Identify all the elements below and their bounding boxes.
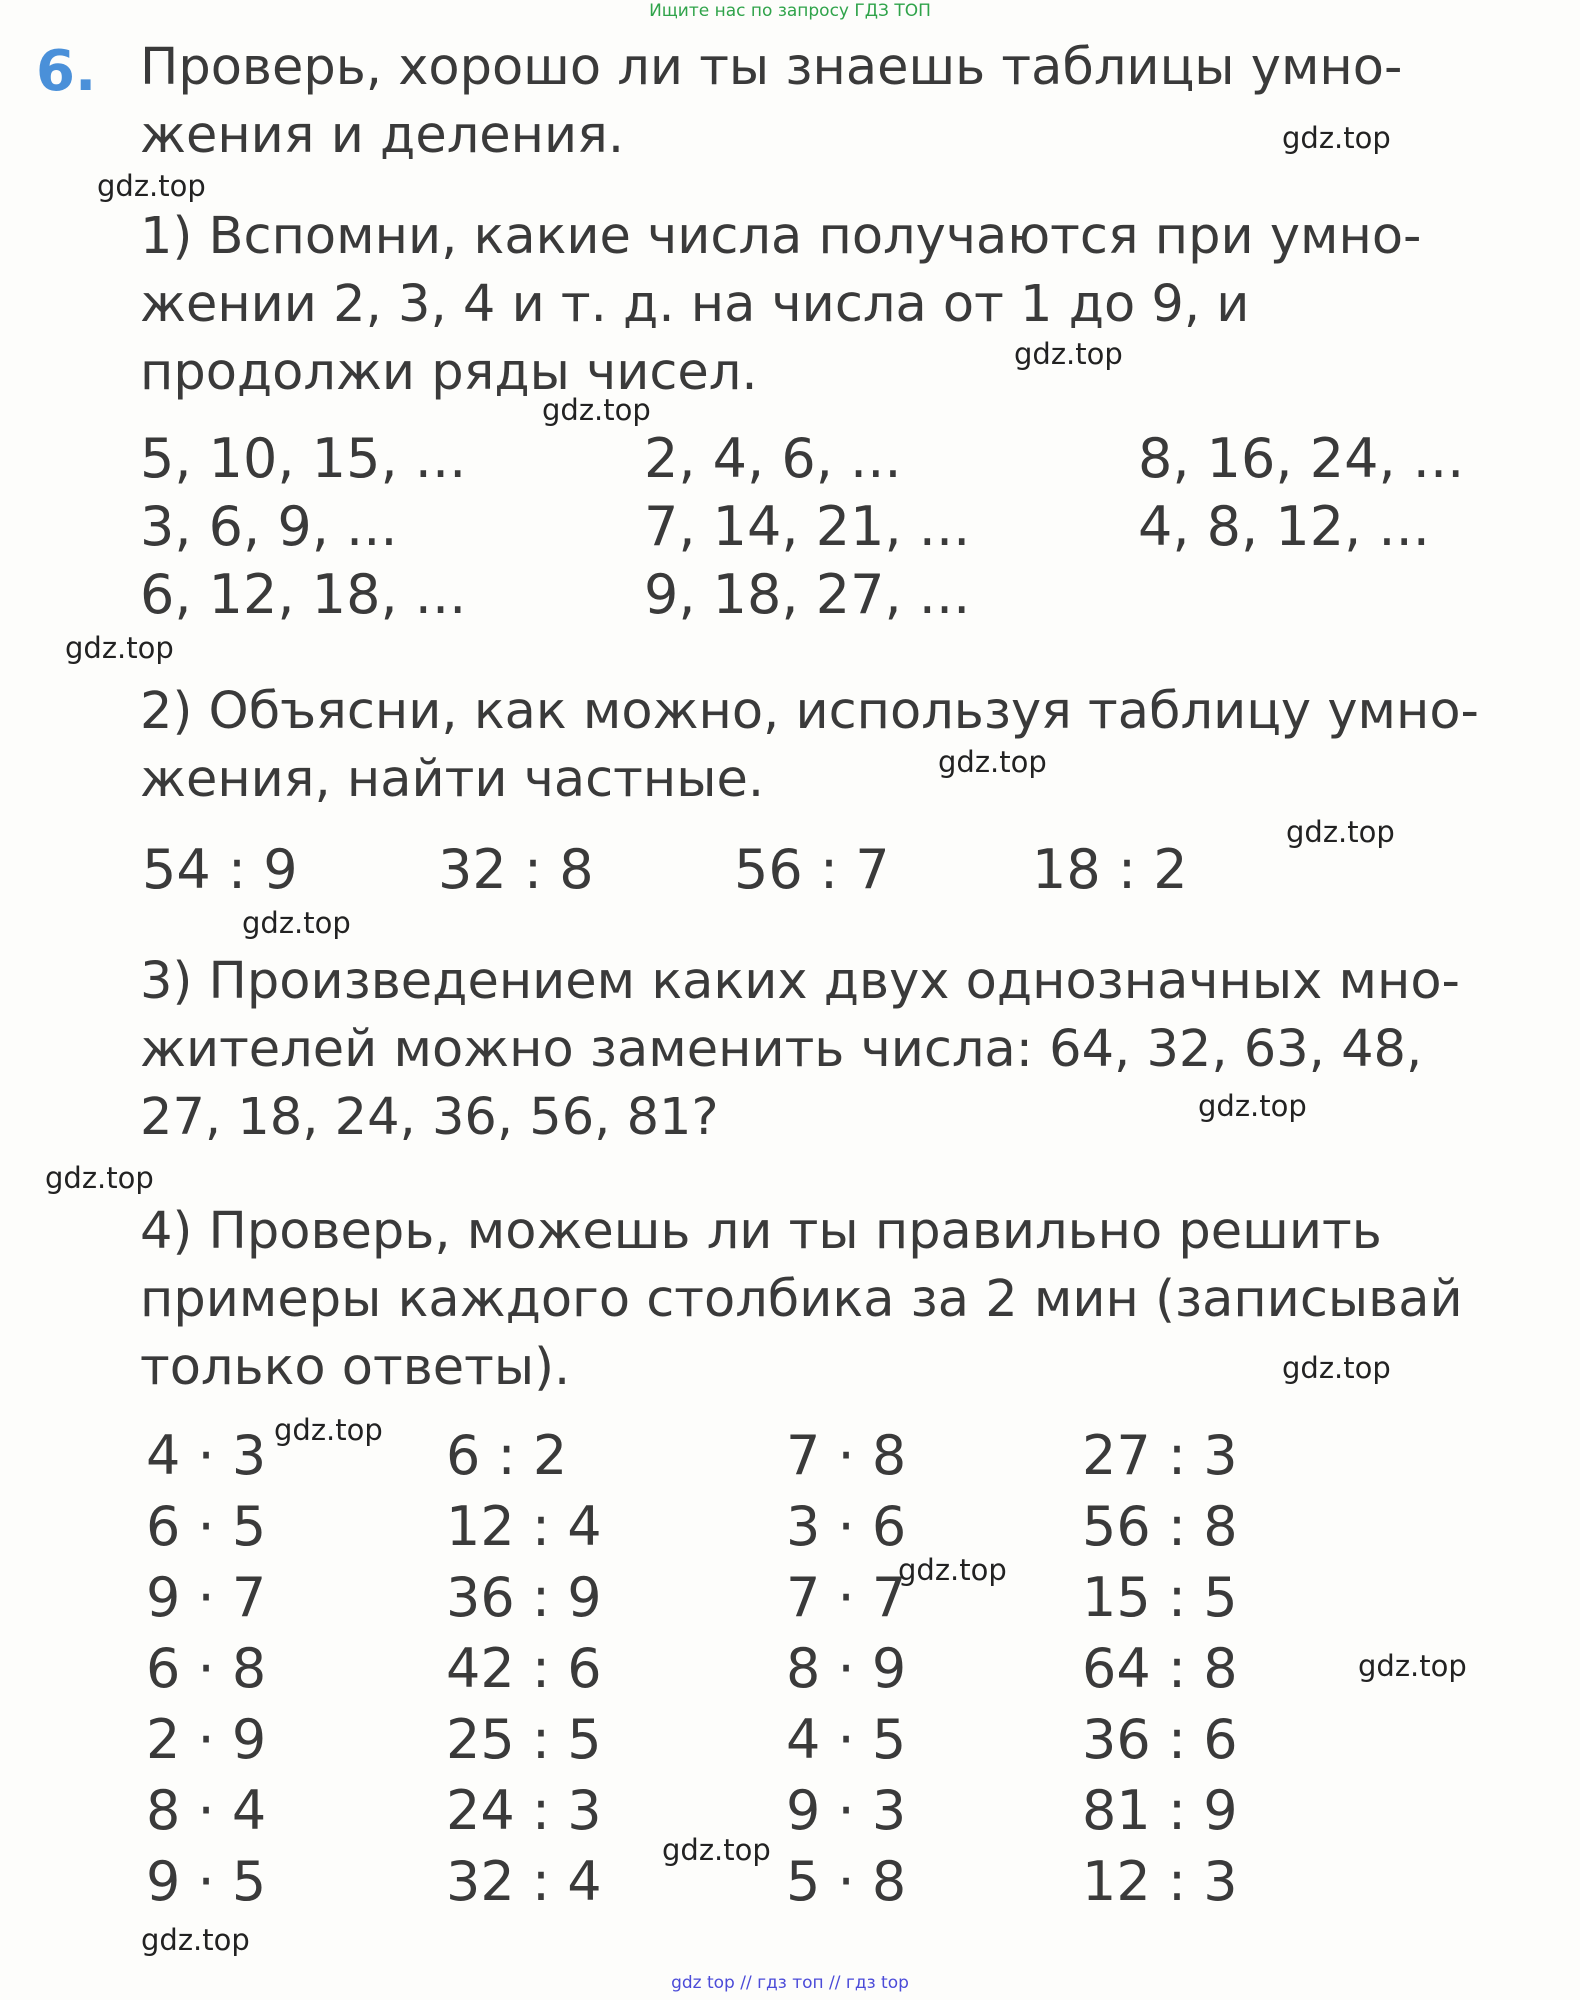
part1-text: [140, 203, 1520, 407]
exercise: 32 : 4: [446, 1850, 602, 1913]
division-expression: 56 : 7: [734, 838, 890, 901]
watermark: gdz.top: [1358, 1649, 1467, 1683]
watermark: gdz.top: [242, 906, 351, 940]
exercise: 12 : 3: [1082, 1850, 1238, 1913]
exercise: 56 : 8: [1082, 1495, 1238, 1558]
watermark: gdz.top: [542, 393, 651, 427]
watermark: gdz.top: [1286, 815, 1395, 849]
task-number: 6.: [36, 39, 97, 104]
number-series: 2, 4, 6, ...: [644, 427, 902, 490]
part1-line: продолжи ряды чисел.: [140, 343, 758, 402]
exercise: 15 : 5: [1082, 1566, 1238, 1629]
exercise: 2 · 9: [146, 1708, 267, 1771]
exercise: 81 : 9: [1082, 1779, 1238, 1842]
exercise: 25 : 5: [446, 1708, 602, 1771]
watermark: gdz.top: [1282, 1351, 1391, 1385]
division-expression: 18 : 2: [1032, 838, 1188, 901]
part1-column-1: [140, 425, 466, 629]
number-series: 9, 18, 27, ...: [644, 563, 971, 626]
watermark: gdz.top: [141, 1923, 250, 1957]
watermark: gdz.top: [1014, 337, 1123, 371]
part4-column-2: [446, 1420, 602, 1917]
number-series: 6, 12, 18, ...: [140, 563, 467, 626]
exercise: 8 · 4: [146, 1779, 267, 1842]
watermark: gdz.top: [274, 1413, 383, 1447]
part3-line: 27, 18, 24, 36, 56, 81?: [140, 1088, 719, 1147]
part1-column-3: [1138, 425, 1464, 561]
part4-column-3: [786, 1420, 906, 1917]
watermark: gdz.top: [97, 169, 206, 203]
footer-banner[interactable]: gdz top // гдз топ // гдз top: [671, 1973, 909, 1993]
part1-line: 1) Вспомни, какие числа получаются при умно-: [140, 207, 1422, 266]
number-series: 8, 16, 24, ...: [1138, 427, 1465, 490]
exercise: 9 · 5: [146, 1850, 267, 1913]
watermark: gdz.top: [1198, 1089, 1307, 1123]
exercise: 4 · 3: [146, 1424, 267, 1487]
task-title-line: жения и деления.: [140, 106, 625, 165]
exercise: 3 · 6: [786, 1495, 907, 1558]
watermark: gdz.top: [898, 1553, 1007, 1587]
watermark: gdz.top: [45, 1161, 154, 1195]
exercise: 4 · 5: [786, 1708, 907, 1771]
number-series: 7, 14, 21, ...: [644, 495, 971, 558]
watermark: gdz.top: [1282, 121, 1391, 155]
part2-line: жения, найти частные.: [140, 750, 765, 809]
number-series: 4, 8, 12, ...: [1138, 495, 1430, 558]
exercise: 7 · 8: [786, 1424, 907, 1487]
exercise: 24 : 3: [446, 1779, 602, 1842]
exercise: 42 : 6: [446, 1637, 602, 1700]
part1-column-2: [644, 425, 970, 629]
part2-text: [140, 678, 1520, 814]
part2-line: 2) Объясни, как можно, используя таблицу умно-: [140, 682, 1479, 741]
number-series: 3, 6, 9, ...: [140, 495, 398, 558]
exercise: 7 · 7: [786, 1566, 907, 1629]
exercise: 36 : 9: [446, 1566, 602, 1629]
watermark: gdz.top: [938, 745, 1047, 779]
division-expression: 32 : 8: [438, 838, 594, 901]
header-banner[interactable]: Ищите нас по запросу ГДЗ ТОП: [649, 1, 931, 21]
task-title-line: Проверь, хорошо ли ты знаешь таблицы умно-: [140, 38, 1403, 97]
exercise: 36 : 6: [1082, 1708, 1238, 1771]
exercise: 8 · 9: [786, 1637, 907, 1700]
watermark: gdz.top: [65, 631, 174, 665]
part3-line: жителей можно заменить числа: 64, 32, 63, 48,: [140, 1020, 1423, 1079]
number-series: 5, 10, 15, ...: [140, 427, 467, 490]
exercise: 27 : 3: [1082, 1424, 1238, 1487]
exercise: 6 : 2: [446, 1424, 568, 1487]
part1-line: жении 2, 3, 4 и т. д. на числа от 1 до 9, и: [140, 275, 1250, 334]
exercise: 64 : 8: [1082, 1637, 1238, 1700]
part4-line: примеры каждого столбика за 2 мин (записывай: [140, 1270, 1463, 1329]
part4-column-4: [1082, 1420, 1238, 1917]
part3-line: 3) Произведением каких двух однозначных мно-: [140, 952, 1460, 1011]
division-expression: 54 : 9: [142, 838, 298, 901]
part4-line: только ответы).: [140, 1338, 571, 1397]
part3-text: [140, 948, 1520, 1152]
exercise: 9 · 3: [786, 1779, 907, 1842]
exercise: 9 · 7: [146, 1566, 267, 1629]
exercise: 5 · 8: [786, 1850, 907, 1913]
exercise: 6 · 8: [146, 1637, 267, 1700]
watermark: gdz.top: [662, 1833, 771, 1867]
exercise: 12 : 4: [446, 1495, 602, 1558]
part4-line: 4) Проверь, можешь ли ты правильно решить: [140, 1202, 1382, 1261]
exercise: 6 · 5: [146, 1495, 267, 1558]
part4-column-1: [146, 1420, 266, 1917]
